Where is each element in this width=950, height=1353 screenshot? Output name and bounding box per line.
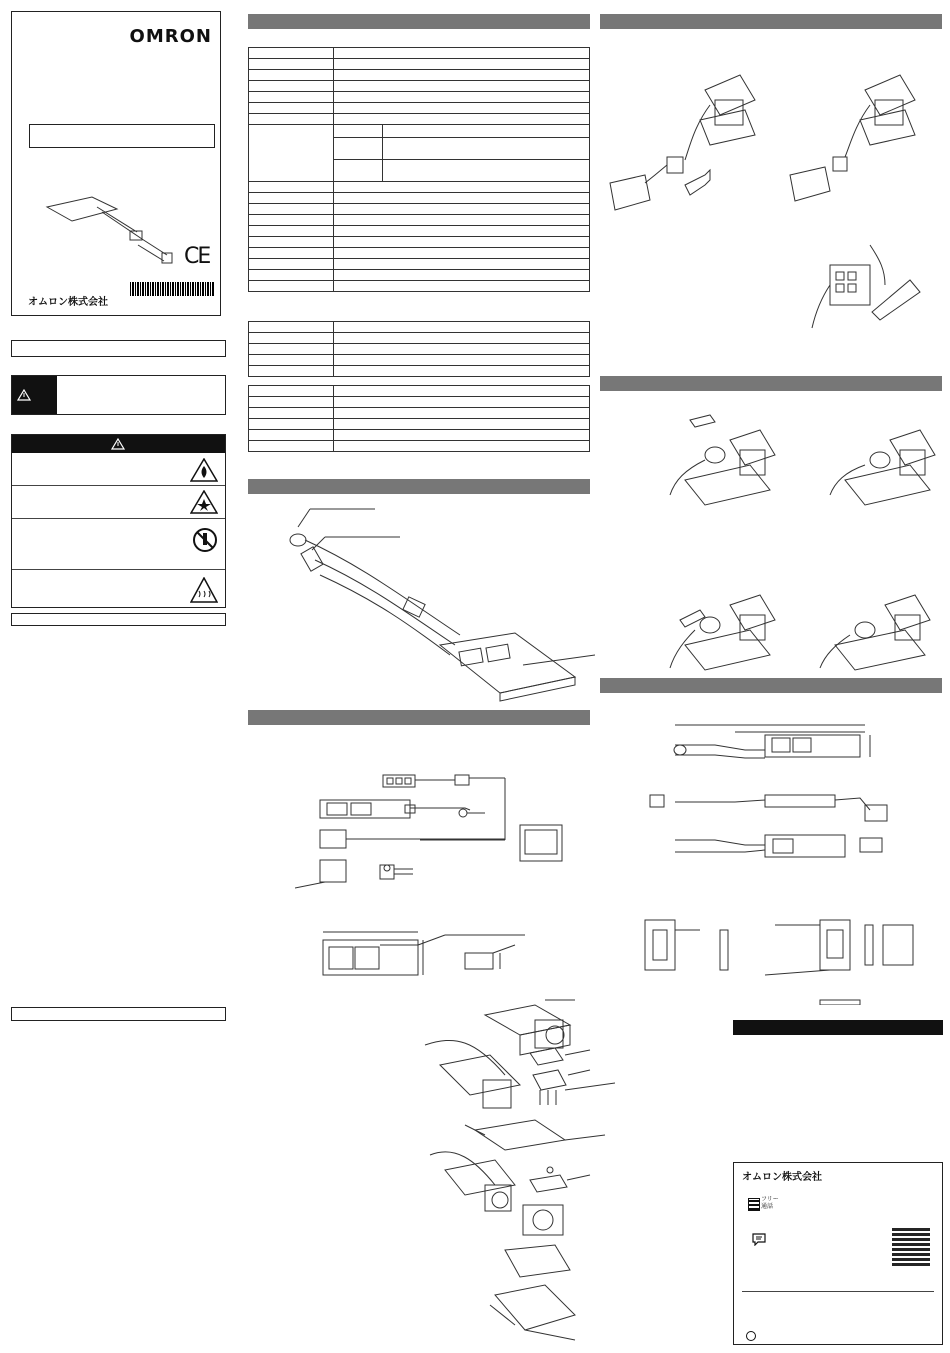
attach-illustration-2 xyxy=(825,410,940,515)
chat-icon xyxy=(752,1233,766,1246)
warning-label-block xyxy=(12,376,57,414)
explosion-icon xyxy=(190,490,218,514)
section-bar-specs xyxy=(248,14,590,29)
circle-mark xyxy=(746,1331,756,1341)
free-dial-label: フリー 通話 xyxy=(761,1196,779,1210)
bottom-heading-box xyxy=(11,1007,226,1021)
section-bar-names xyxy=(248,479,590,494)
back-cover-panel xyxy=(733,1162,943,1345)
cover-panel xyxy=(11,11,221,316)
bracket-dimension-drawings xyxy=(615,915,945,1005)
dimension-drawing-sensor xyxy=(315,925,535,985)
attach-illustration-1 xyxy=(665,410,780,515)
section-bar-cable-connection xyxy=(600,14,942,29)
mounting-illustration xyxy=(415,995,615,1350)
free-dial-icon xyxy=(748,1198,760,1211)
section-bar-attach xyxy=(600,376,942,391)
cable-connection-illustration-2 xyxy=(785,65,935,215)
cover-title-box xyxy=(29,124,215,148)
fire-icon xyxy=(190,458,218,482)
detach-illustration-2 xyxy=(810,590,940,675)
system-configuration-diagram xyxy=(295,770,585,890)
product-illustration xyxy=(42,187,192,282)
precaution-heading-box xyxy=(11,613,226,626)
company-name: オムロン株式会社 xyxy=(28,297,108,308)
part-names-illustration xyxy=(280,505,595,705)
notice-box xyxy=(11,340,226,357)
barcode xyxy=(130,282,215,296)
safety-header xyxy=(12,435,225,453)
section-bar-connection xyxy=(248,710,590,725)
ce-mark: CE xyxy=(184,244,210,269)
back-company-name: オムロン株式会社 xyxy=(742,1172,822,1183)
warning-triangle-icon xyxy=(17,389,31,401)
safety-table xyxy=(11,434,226,608)
detach-illustration-1 xyxy=(665,590,780,675)
hot-surface-icon xyxy=(190,577,218,603)
cable-connection-illustration-1 xyxy=(605,65,775,215)
warning-triangle-icon xyxy=(111,438,125,450)
dimension-drawings xyxy=(615,720,945,880)
spec-table-2 xyxy=(248,321,590,377)
spec-table xyxy=(248,47,590,292)
spec-table-3 xyxy=(248,385,590,452)
no-disassemble-icon xyxy=(192,527,218,553)
connector-lock-illustration xyxy=(810,240,930,330)
section-bar-dimensions xyxy=(600,678,942,693)
black-heading-bar xyxy=(733,1020,943,1035)
omron-logo: OMRON xyxy=(129,26,212,47)
warning-box xyxy=(11,375,226,415)
qr-code xyxy=(892,1228,930,1266)
